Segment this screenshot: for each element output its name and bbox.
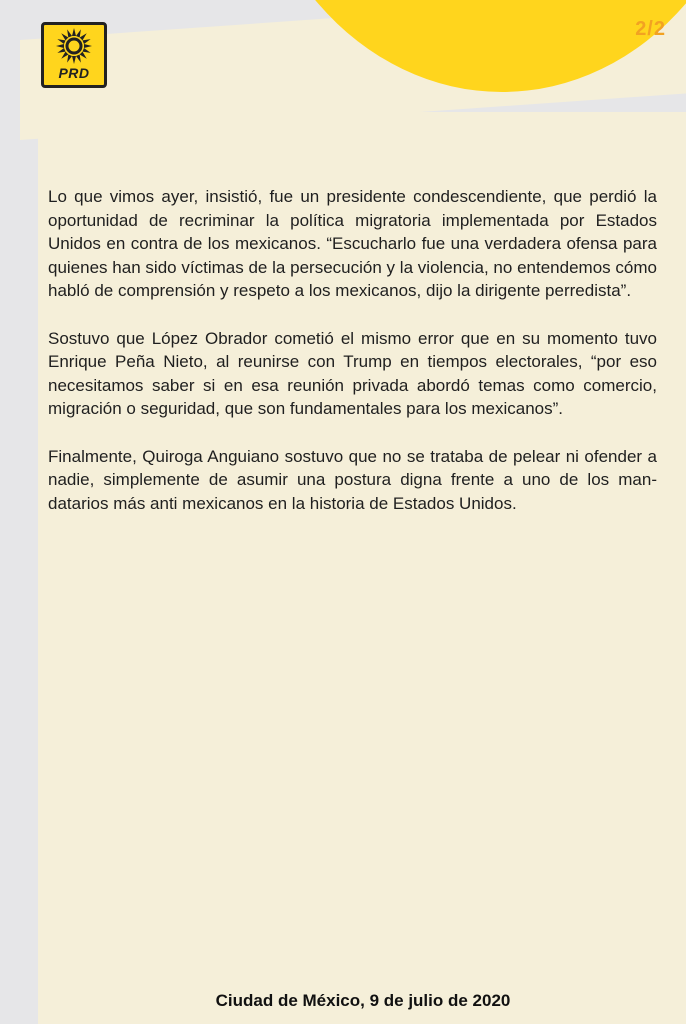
logo-label: PRD bbox=[58, 65, 90, 81]
body-text bbox=[48, 185, 657, 539]
paragraph-1: Lo que vimos ayer, insistió, fue un presidente condescendiente, que perdió la oportunidad de recriminar la política migratoria implementada por Estados Unidos en contra de los mexicanos. “Escucharlo fue una verdadera ofensa para quienes han sido víctimas de la persecución y la violencia, no entendemos cómo habló de comprensión y respeto a los mexicanos, dijo la dirigente perredista”. bbox=[48, 187, 657, 300]
page-indicator: 2/2 bbox=[635, 18, 666, 40]
place-date: Ciudad de México, 9 de julio de 2020 bbox=[215, 991, 511, 1010]
prd-logo bbox=[41, 22, 107, 88]
paragraph-3: Finalmente, Quiroga Anguiano sostuvo que no se trataba de pelear ni ofender a nadie, simplemente de asumir una postura digna frente a uno de los mandatarios más anti mexicanos en la historia de Estados Unidos. bbox=[48, 446, 657, 513]
paragraph-2: Sostuvo que López Obrador cometió el mismo error que en su momento tuvo Enrique Peña Nieto, al reunirse con Trump en tiempos electorales, “por eso necesitamos saber si en esa reunión privada abordó temas como comercio, migración o seguridad, que son fundamentales para los mexicanos”. bbox=[48, 328, 657, 418]
